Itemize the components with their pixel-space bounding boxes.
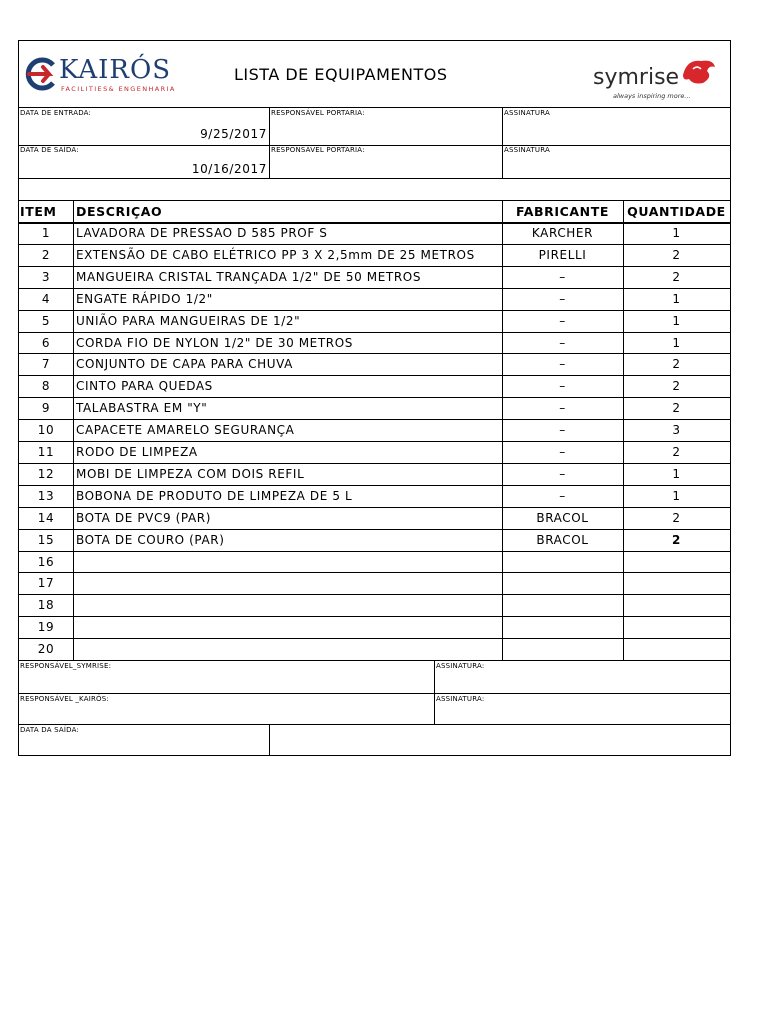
cell-manufacturer: –	[559, 313, 566, 328]
cell-item: 11	[37, 445, 55, 459]
cell-item: 19	[37, 620, 55, 635]
cell-manufacturer: –	[559, 466, 566, 481]
cell-item: 20	[37, 642, 55, 657]
exit-date-label: DATA DE SAÍDA:	[20, 146, 79, 154]
entry-date-value: 9/25/2017	[200, 127, 267, 141]
cell-manufacturer: KARCHER	[531, 226, 594, 240]
cell-item: 12	[37, 466, 55, 481]
cell-item: 10	[37, 423, 55, 438]
cell-description: UNIÃO PARA MANGUEIRAS DE 1/2"	[76, 313, 301, 328]
cell-item: 3	[41, 269, 51, 284]
cell-quantity: 1	[672, 466, 681, 481]
cell-description: CINTO PARA QUEDAS	[76, 379, 213, 394]
cell-description: CAPACETE AMARELO SEGURANÇA	[76, 423, 295, 438]
table-row	[19, 594, 730, 616]
resp-kairos-label: RESPONSÁVEL _KAIRÓS:	[20, 695, 109, 703]
table-row	[19, 616, 730, 638]
cell-item: 16	[37, 554, 55, 569]
cell-manufacturer: –	[559, 423, 566, 438]
footer-signature-label-1: ASSINATURA:	[436, 662, 485, 670]
cell-quantity: 1	[672, 335, 681, 350]
cell-description: BOTA DE COURO (PAR)	[76, 532, 225, 547]
cell-item: 7	[41, 357, 51, 372]
cell-description: EXTENSÃO DE CABO ELÉTRICO PP 3 X 2,5mm DE 25 METROS	[76, 247, 475, 262]
cell-manufacturer: –	[559, 291, 566, 306]
cell-quantity: 2	[672, 401, 681, 416]
cell-manufacturer: BRACOL	[536, 510, 589, 525]
cell-manufacturer: –	[559, 445, 566, 459]
cell-quantity: 1	[672, 291, 681, 306]
table-row	[19, 572, 730, 594]
cell-description: MOBI DE LIMPEZA COM DOIS REFIL	[76, 466, 305, 481]
cell-description: ENGATE RÁPIDO 1/2"	[76, 291, 213, 306]
resp-symrise-label: RESPONSÁVEL_SYMRISE:	[20, 662, 112, 670]
kairos-logo-text: KAIRÓS	[59, 55, 172, 85]
cell-quantity: 1	[672, 313, 681, 328]
exit-date-value: 10/16/2017	[191, 162, 267, 176]
symrise-dragon-icon	[679, 55, 717, 87]
portaria-label-2: RESPONSÁVEL PORTARIA:	[271, 146, 365, 154]
kairos-logo-tagline: FACILITIES& ENGENHARIA	[61, 85, 176, 93]
cell-quantity: 2	[672, 269, 681, 284]
cell-quantity: 2	[672, 379, 681, 394]
cell-manufacturer: –	[559, 269, 566, 284]
table-row	[19, 551, 730, 573]
portaria-label-1: RESPONSÁVEL PORTARIA:	[271, 109, 365, 117]
cell-manufacturer: –	[559, 335, 566, 350]
cell-item: 6	[41, 335, 51, 350]
cell-description: RODO DE LIMPEZA	[76, 445, 198, 459]
cell-description: CORDA FIO DE NYLON 1/2" DE 30 METROS	[76, 335, 353, 350]
cell-description: CONJUNTO DE CAPA PARA CHUVA	[76, 357, 293, 372]
cell-quantity: 1	[672, 488, 681, 503]
cell-description: MANGUEIRA CRISTAL TRANÇADA 1/2" DE 50 METROS	[76, 269, 422, 284]
cell-quantity: 2	[672, 247, 681, 262]
cell-manufacturer: PIRELLI	[538, 247, 587, 262]
cell-item: 1	[41, 226, 51, 240]
cell-quantity: 1	[672, 226, 681, 240]
page-title: LISTA DE EQUIPAMENTOS	[234, 65, 448, 84]
cell-description: TALABASTRA EM "Y"	[76, 401, 208, 416]
symrise-logo	[591, 55, 727, 101]
cell-description: BOBONA DE PRODUTO DE LIMPEZA DE 5 L	[76, 488, 353, 503]
column-header-quantity: QUANTIDADE	[627, 204, 726, 219]
cell-quantity: 2	[672, 532, 681, 547]
cell-quantity: 3	[672, 423, 681, 438]
cell-item: 5	[41, 313, 51, 328]
signature-label-2: ASSINATURA	[504, 146, 550, 154]
cell-manufacturer: –	[559, 357, 566, 372]
footer-signature-label-2: ASSINATURA:	[436, 695, 485, 703]
cell-item: 17	[37, 576, 55, 591]
cell-item: 14	[37, 510, 55, 525]
footer-exit-date-label: DATA DA SAÍDA:	[20, 726, 80, 734]
cell-item: 15	[37, 532, 55, 547]
cell-item: 18	[37, 598, 55, 613]
cell-manufacturer: –	[559, 488, 566, 503]
kairos-emblem-icon	[23, 57, 59, 91]
cell-manufacturer: –	[559, 401, 566, 416]
cell-manufacturer: –	[559, 379, 566, 394]
cell-quantity: 2	[672, 445, 681, 459]
column-header-description: DESCRIÇAO	[76, 204, 163, 219]
entry-date-label: DATA DE ENTRADA:	[20, 109, 92, 117]
column-header-manufacturer: FABRICANTE	[516, 204, 609, 219]
equipment-list-sheet	[18, 40, 731, 756]
cell-item: 13	[37, 488, 55, 503]
cell-item: 4	[41, 291, 51, 306]
cell-manufacturer: BRACOL	[536, 532, 589, 547]
symrise-logo-text: symrise	[593, 65, 680, 90]
table-row	[19, 638, 730, 660]
cell-quantity: 2	[672, 510, 681, 525]
column-header-item: ITEM	[20, 204, 57, 219]
kairos-logo	[23, 55, 183, 95]
cell-item: 8	[41, 379, 51, 394]
cell-item: 2	[41, 247, 51, 262]
cell-description: LAVADORA DE PRESSAO D 585 PROF S	[76, 226, 328, 240]
signature-label-1: ASSINATURA	[504, 109, 550, 117]
symrise-logo-tagline: always inspiring more...	[613, 92, 691, 100]
cell-quantity: 2	[672, 357, 681, 372]
cell-description: BOTA DE PVC9 (PAR)	[76, 510, 211, 525]
cell-item: 9	[41, 401, 51, 416]
